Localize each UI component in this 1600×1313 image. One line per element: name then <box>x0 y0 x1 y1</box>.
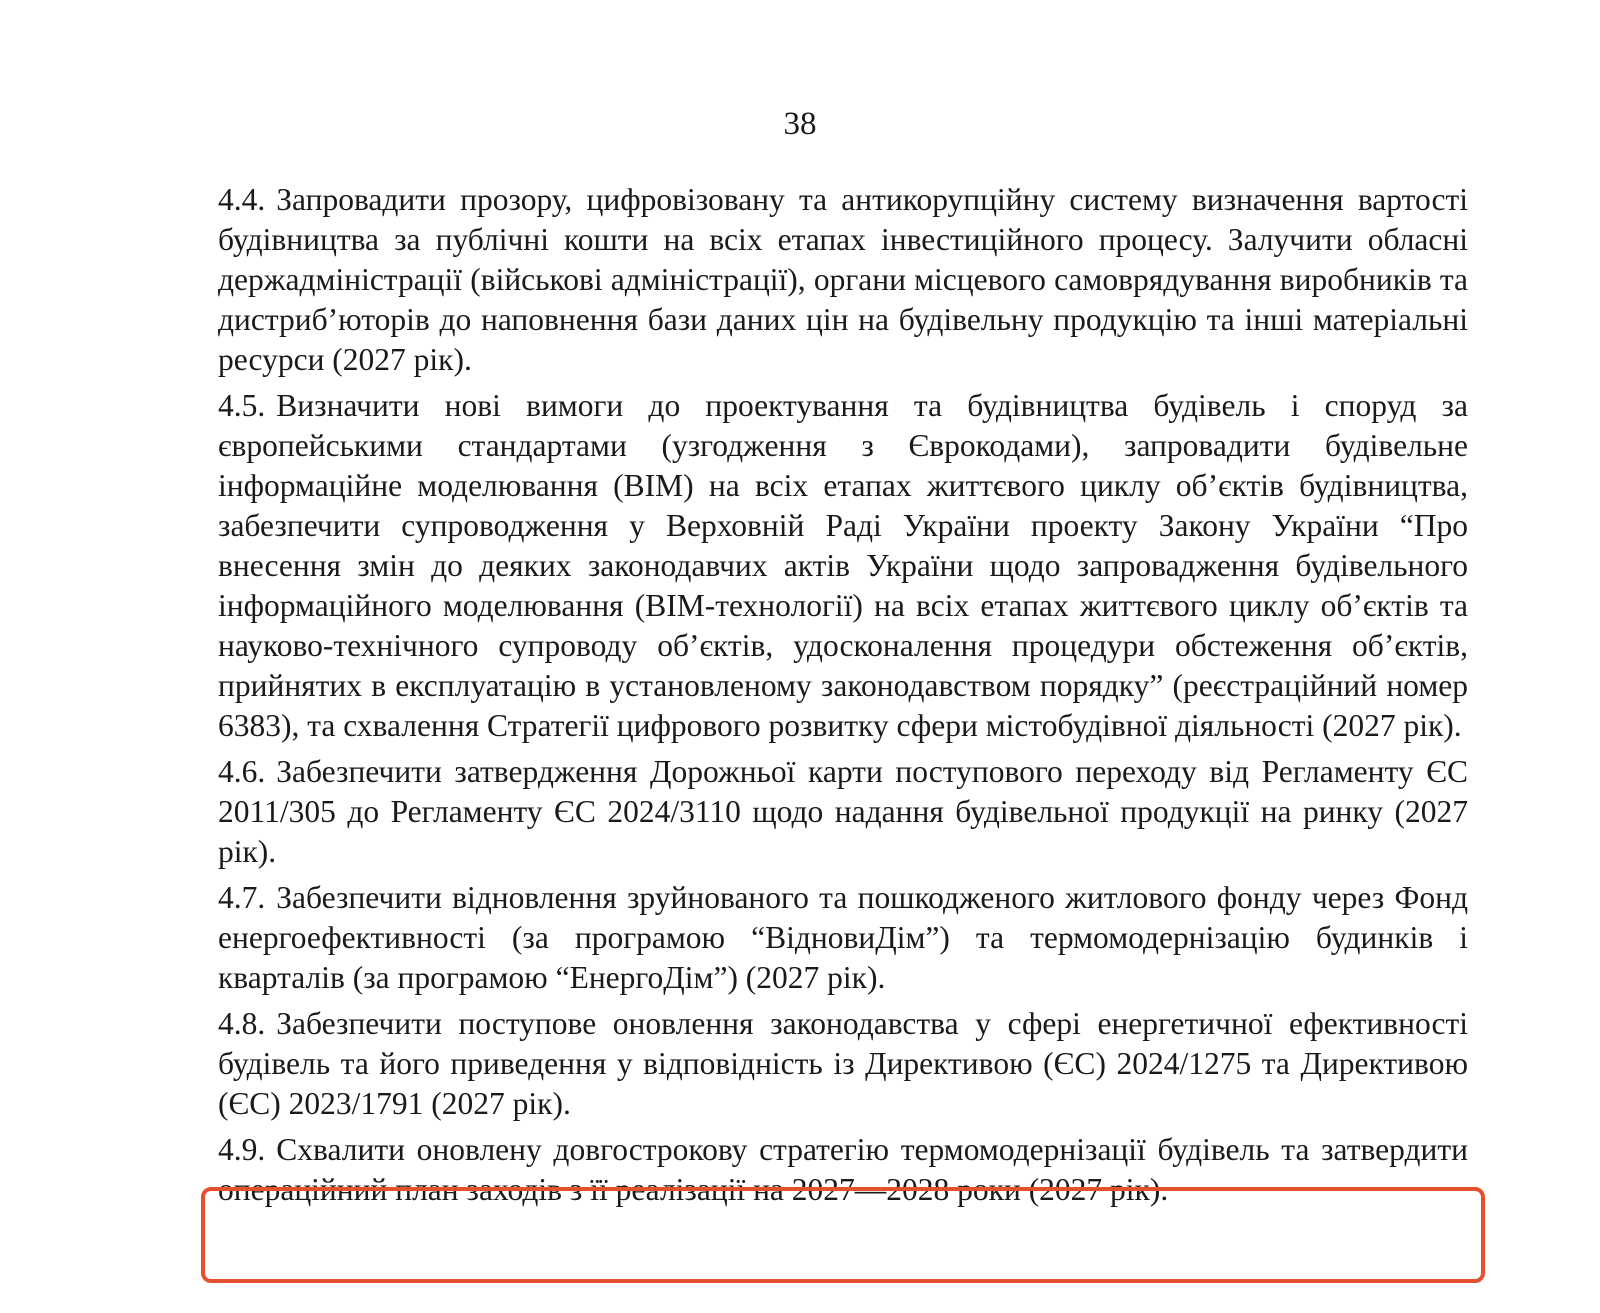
paragraph-4-8 <box>218 1004 1468 1124</box>
document-body <box>218 180 1468 1216</box>
item-text: Забезпечити поступове оновлення законодавства у сфері енергетичної ефективності будівель та його приведення у відповідність із Директивою (ЄС) 2024/1275 та Директивою (ЄС) 2023/1791 (2027 рік). <box>218 1006 1468 1121</box>
item-text: Схвалити оновлену довгострокову стратегію термомодернізації будівель та затвердити операційний план заходів з її реалізації на 2027—2028 роки (2027 рік). <box>218 1132 1468 1207</box>
item-number: 4.6. <box>218 754 266 789</box>
item-number: 4.4. <box>218 182 266 217</box>
paragraph-4-4 <box>218 180 1468 380</box>
item-text: Забезпечити відновлення зруйнованого та пошкодженого житлового фонду через Фонд енергоефективності (за програмою “ВідновиДім”) та термомодернізацію будинків і кварталів (за програмою “ЕнергоДім”) (2027 рік). <box>218 880 1468 995</box>
paragraph-4-7 <box>218 878 1468 998</box>
paragraph-4-6 <box>218 752 1468 872</box>
item-number: 4.8. <box>218 1006 266 1041</box>
paragraph-4-5 <box>218 386 1468 746</box>
item-text: Визначити нові вимоги до проектування та будівництва будівель і споруд за європейськими стандартами (узгодження з Єврокодами), запровадити будівельне інформаційне моделювання (BIM) на всіх етапах життєвого циклу об’єктів будівництва, забезпечити супроводження у Верховній Раді України проекту Закону України “Про внесення змін до деяких законодавчих актів України щодо запровадження будівельного інформаційного моделювання (BIM-технології) на всіх етапах життєвого циклу об’єктів та науково-технічного супроводу об’єктів, удосконалення процедури обстеження об’єктів, прийнятих в експлуатацію в установленому законодавством порядку” (реєстраційний номер 6383), та схвалення Стратегії цифрового розвитку сфери містобудівної діяльності (2027 рік). <box>218 388 1468 743</box>
page-number: 38 <box>783 106 817 142</box>
highlight-box <box>201 1187 1485 1283</box>
item-number: 4.9. <box>218 1132 266 1167</box>
item-number: 4.7. <box>218 880 266 915</box>
item-text: Запровадити прозору, цифровізовану та антикорупційну систему визначення вартості будівництва за публічні кошти на всіх етапах інвестиційного процесу. Залучити обласні держадміністрації (військові адміністрації), органи місцевого самоврядування виробників та дистриб’юторів до наповнення бази даних цін на будівельну продукцію та інші матеріальні ресурси (2027 рік). <box>218 182 1468 377</box>
item-number: 4.5. <box>218 388 266 423</box>
item-text: Забезпечити затвердження Дорожньої карти поступового переходу від Регламенту ЄС 2011/305 до Регламенту ЄС 2024/3110 щодо надання будівельної продукції на ринку (2027 рік). <box>218 754 1468 869</box>
